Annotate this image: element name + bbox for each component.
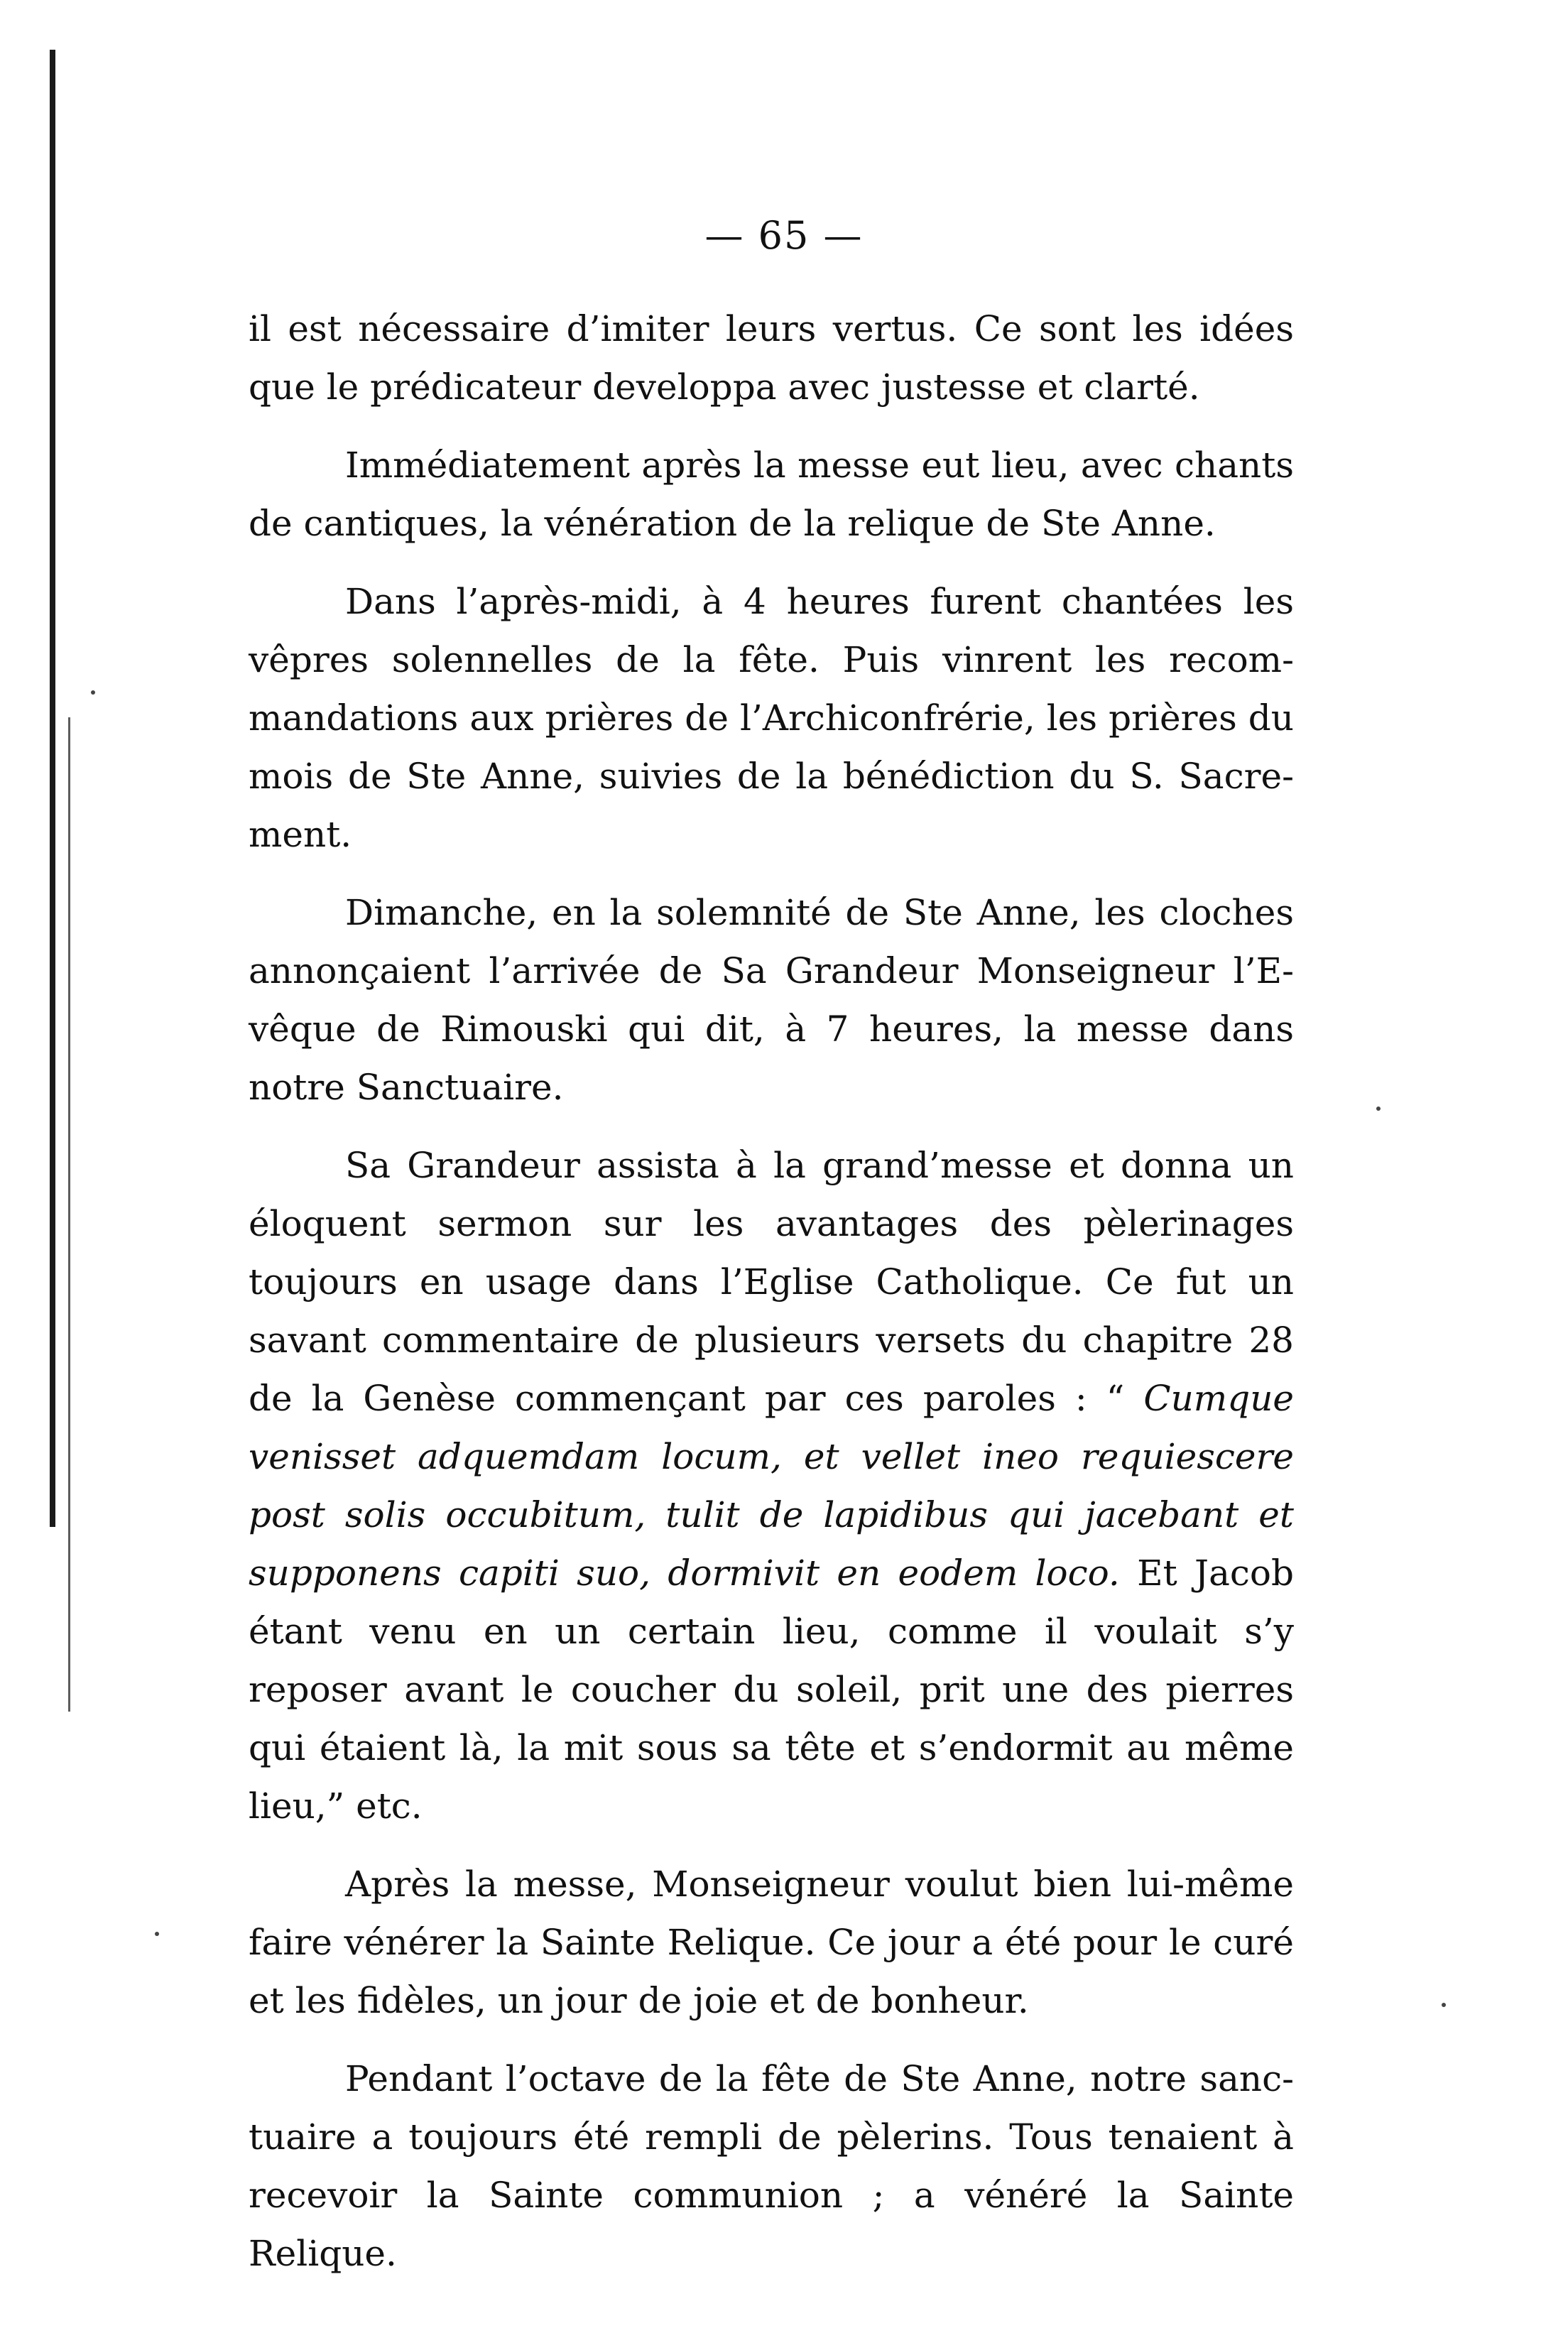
scan-speck [91, 690, 95, 695]
latin-quotation: Cumque venisset adquemdam locum, et vellet ineo requiescere post solis occubitum, tulit de lapidibus qui jacebant et supponens capiti suo, dormivit en eodem loco. [249, 1378, 1294, 1594]
paragraph-text: Dimanche, en la solemnité de Ste Anne, les cloches annonçaient l’arrivée de Sa Grandeur Monseigneur l’Evêque de Rimouski qui dit, à 7 heures, la messe dans notre Sanctuaire. [249, 892, 1294, 1108]
paragraph-p2 [249, 436, 1294, 553]
scan-speck [1442, 2003, 1446, 2007]
paragraph-text: Pendant l’octave de la fête de Ste Anne, notre sanctuaire a toujours été rempli de pèlerins. Tous tenaient à recevoir la Sainte communion ; a vénéré la Sainte Relique. [249, 2058, 1294, 2274]
scan-speck [1376, 1107, 1381, 1111]
paragraph-text: il est nécessaire d’imiter leurs vertus. Ce sont les idées que le prédicateur developpa avec justesse et clarté. [249, 308, 1294, 408]
paragraph-p3 [249, 572, 1294, 864]
paragraph-p1 [249, 300, 1294, 416]
binding-edge-line [68, 717, 70, 1712]
paragraph-text: Sa Grandeur assista à la grand’messe et donna un éloquent sermon sur les avantages des pèlerinages toujours en usage dans l’Eglise Catholique. Ce fut un savant commentaire de plusieurs versets du chapitre 28 de la Genèse commençant par ces paroles : “ [249, 1145, 1294, 1419]
scan-speck [155, 1932, 159, 1936]
paragraph-p4 [249, 883, 1294, 1116]
page-body [249, 300, 1294, 2302]
page-number: — 65 — [704, 213, 864, 258]
paragraph-text: Immédiatement après la messe eut lieu, avec chants de cantiques, la vénération de la relique de Ste Anne. [249, 445, 1294, 544]
paragraph-text: Et Jacob étant venu en un certain lieu, comme il voulait s’y reposer avant le coucher du soleil, prit une des pierres qui étaient là, la mit sous sa tête et s’endormit au même lieu,” etc. [249, 1553, 1294, 1827]
paragraph-p7 [249, 2050, 1294, 2283]
paragraph-p6 [249, 1855, 1294, 2030]
paragraph-text: Après la messe, Monseigneur voulut bien lui-même faire vénérer la Sainte Relique. Ce jour a été pour le curé et les fidèles, un jour de joie et de bonheur. [249, 1864, 1294, 2021]
binding-edge-shadow [50, 50, 55, 1527]
paragraph-p5 [249, 1136, 1294, 1835]
paragraph-text: Dans l’après-midi, à 4 heures furent chantées les vêpres solennelles de la fête. Puis vinrent les recommandations aux prières de l’Archiconfrérie, les prières du mois de Ste Anne, suivies de la bénédiction du S. Sacrement. [249, 581, 1294, 855]
